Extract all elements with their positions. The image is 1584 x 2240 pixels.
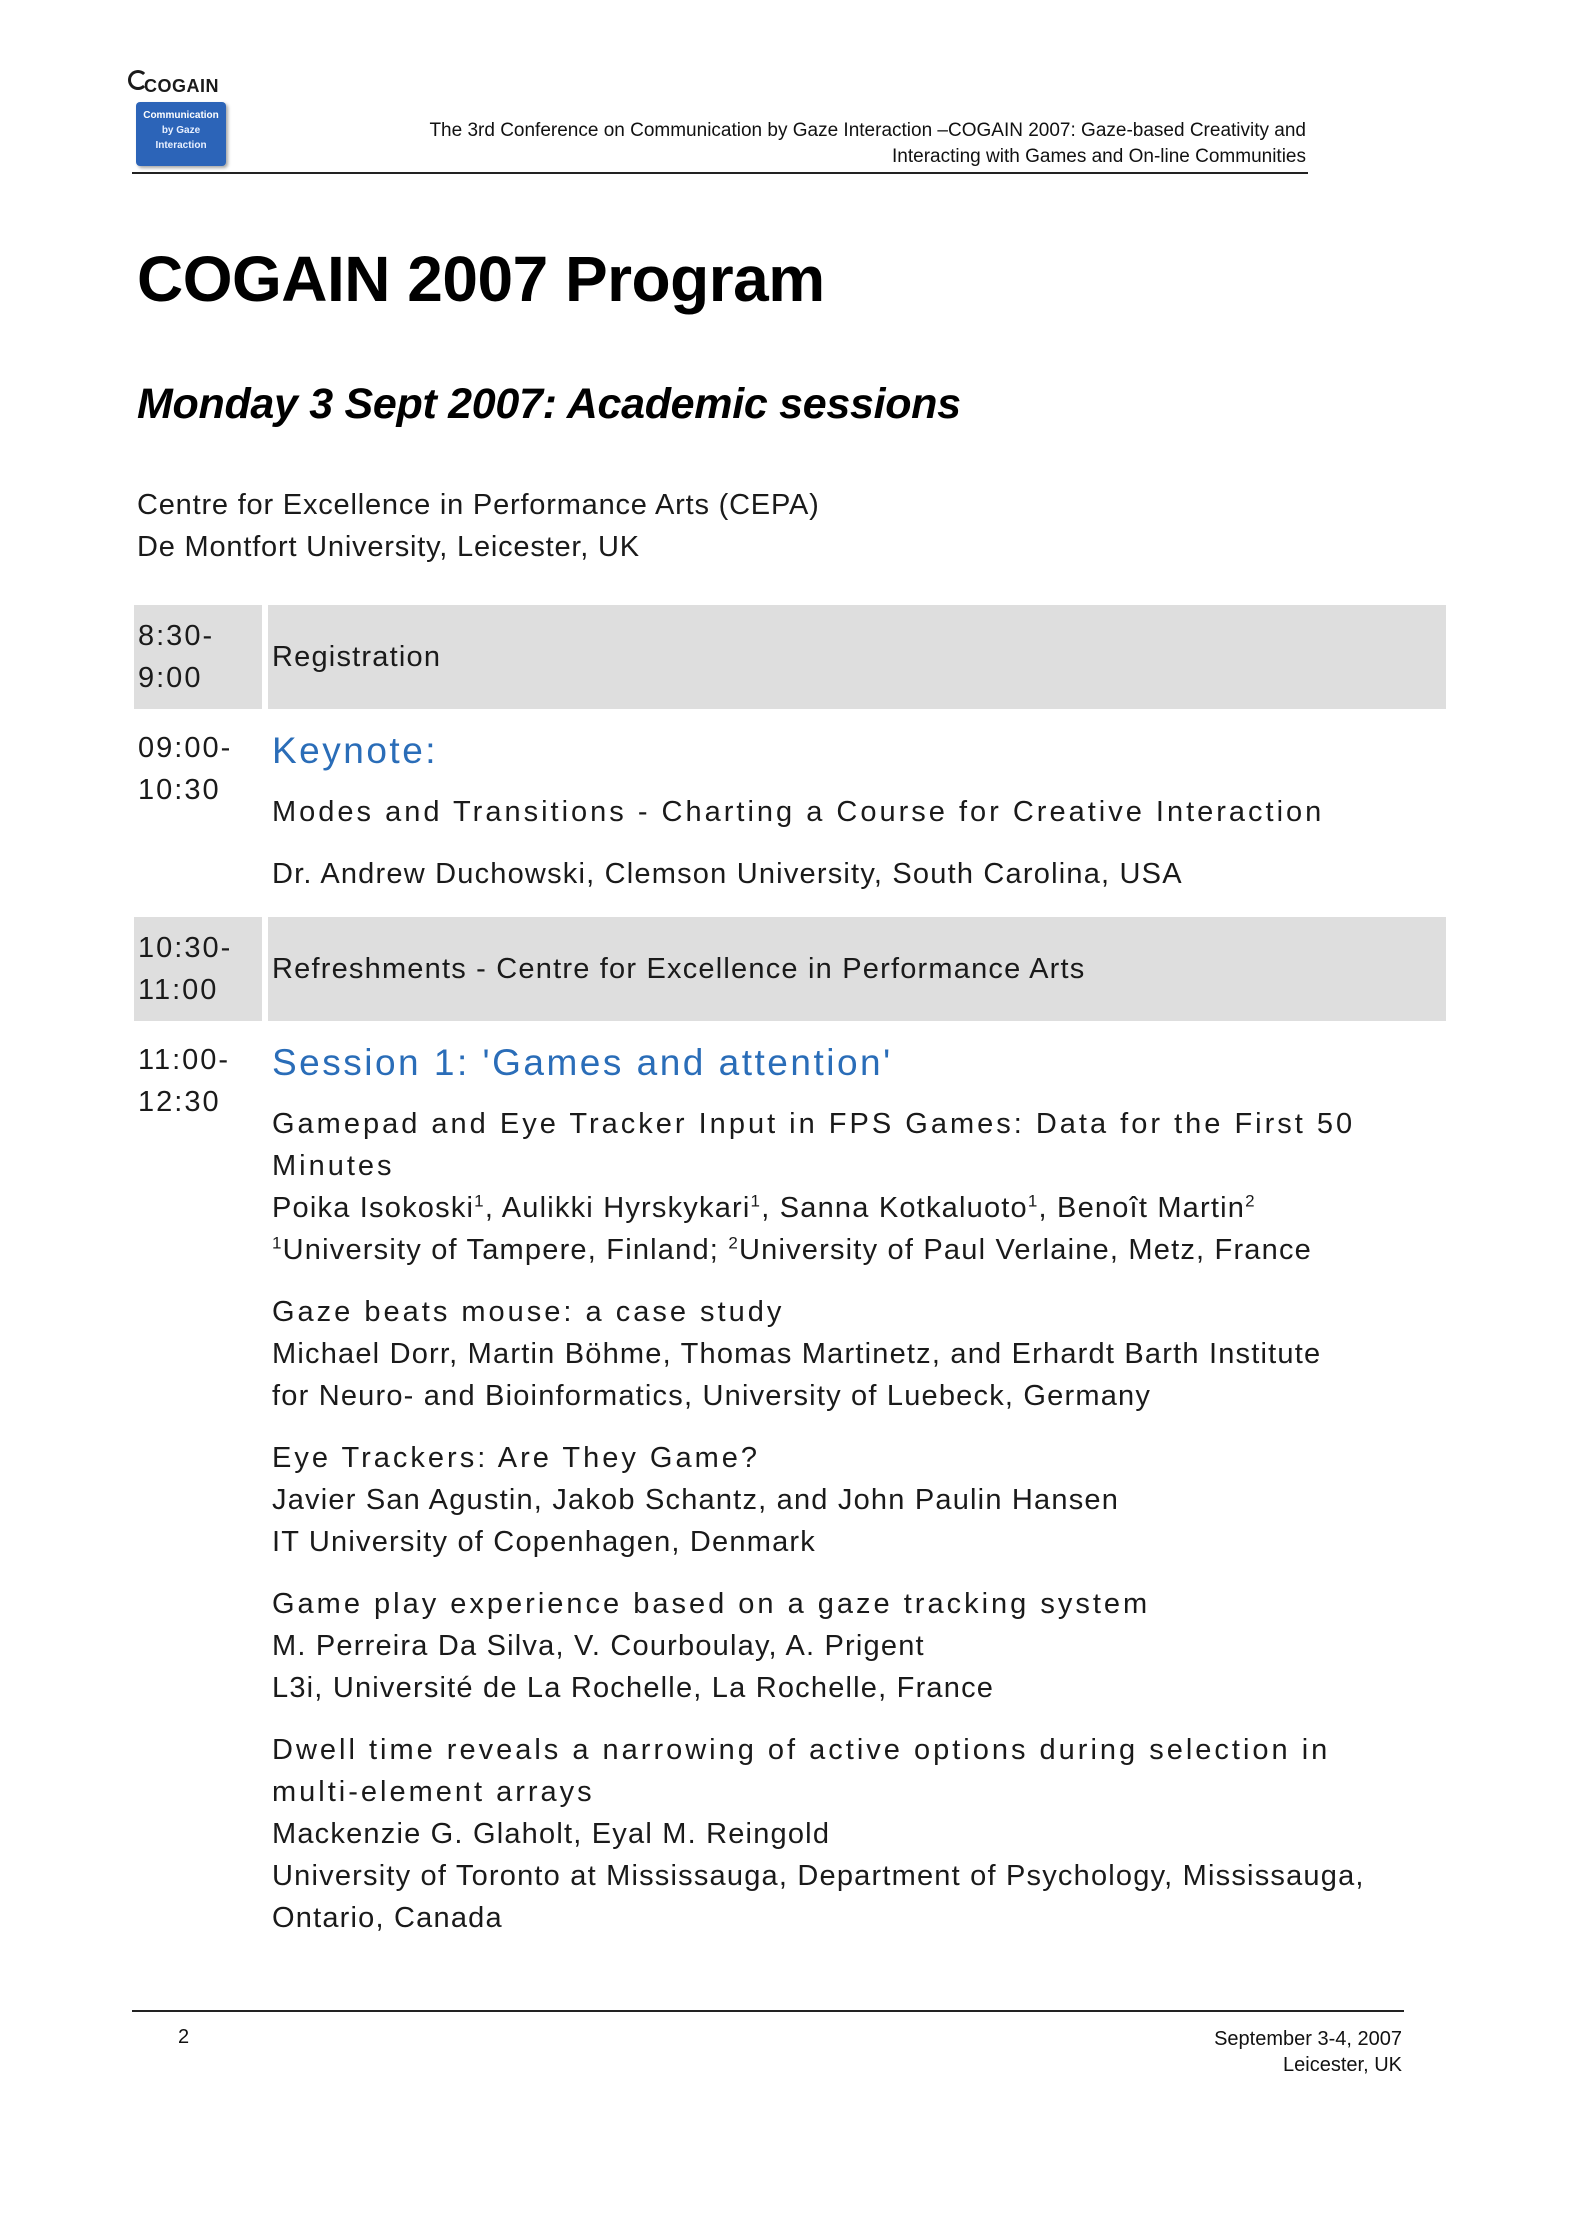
running-head-line-2: Interacting with Games and On-line Communities <box>892 146 1306 167</box>
page-number: 2 <box>178 2026 190 2048</box>
cogain-logo <box>132 74 228 170</box>
venue <box>137 484 820 568</box>
talk-item <box>272 1103 1446 1271</box>
footer-place: Leicester, UK <box>1283 2054 1402 2076</box>
time-end: 10:30 <box>138 774 221 806</box>
running-head <box>306 118 1306 170</box>
logo-line-1: Communication <box>143 110 219 121</box>
event-label: Registration <box>272 641 442 673</box>
schedule-row-registration <box>134 605 1446 709</box>
time-start: 09:00- <box>138 732 233 764</box>
time-cell <box>134 917 262 1021</box>
schedule-row-keynote <box>134 717 1446 909</box>
header-divider <box>132 172 1308 174</box>
page-title: COGAIN 2007 Program <box>137 243 825 315</box>
logo-badge <box>136 102 226 166</box>
event-cell <box>268 717 1446 909</box>
talk-authors: Michael Dorr, Martin Böhme, Thomas Martinetz, and Erhardt Barth Institute <box>272 1338 1322 1370</box>
talk-affiliation: for Neuro- and Bioinformatics, University of Luebeck, Germany <box>272 1380 1152 1412</box>
event-cell <box>268 1029 1446 1969</box>
keynote-title: Modes and Transitions - Charting a Course for Creative Interaction <box>272 796 1325 828</box>
talk-affiliation: $^1$University of Tampere, Finland; $^2$University of Paul Verlaine, Metz, France <box>272 1233 1312 1266</box>
page-subtitle: Monday 3 Sept 2007: Academic sessions <box>137 380 961 428</box>
talk-title: Gamepad and Eye Tracker Input in FPS Games: Data for the First 50 <box>272 1108 1356 1140</box>
talk-authors: Javier San Agustin, Jakob Schantz, and John Paulin Hansen <box>272 1484 1120 1516</box>
time-cell <box>134 1029 262 1969</box>
running-head-line-1: The 3rd Conference on Communication by Gaze Interaction –COGAIN 2007: Gaze-based Creativity and <box>429 120 1306 141</box>
footer-date: September 3-4, 2007 <box>1214 2028 1402 2050</box>
event-cell <box>268 917 1446 1021</box>
keynote-speaker: Dr. Andrew Duchowski, Clemson University, South Carolina, USA <box>272 858 1183 890</box>
time-start: 8:30- <box>138 620 215 652</box>
keynote-heading: Keynote: <box>272 730 439 771</box>
schedule-row-session1 <box>134 1029 1446 1969</box>
session-heading: Session 1: 'Games and attention' <box>272 1042 893 1083</box>
time-end: 9:00 <box>138 662 203 694</box>
talk-affiliation: IT University of Copenhagen, Denmark <box>272 1526 816 1558</box>
talk-affiliation-cont: Ontario, Canada <box>272 1902 503 1934</box>
venue-line-2: De Montfort University, Leicester, UK <box>137 531 640 563</box>
logo-wordmark <box>132 74 228 100</box>
talk-item <box>272 1729 1446 1939</box>
event-cell <box>268 605 1446 709</box>
talk-item <box>272 1291 1446 1417</box>
footer-info <box>1214 2026 1402 2078</box>
schedule-table <box>134 605 1446 1969</box>
talk-affiliation: University of Toronto at Mississauga, Department of Psychology, Mississauga, <box>272 1860 1365 1892</box>
talk-title: Eye Trackers: Are They Game? <box>272 1442 761 1474</box>
time-cell <box>134 717 262 909</box>
talk-authors: M. Perreira Da Silva, V. Courboulay, A. Prigent <box>272 1630 925 1662</box>
talk-title: Game play experience based on a gaze tracking system <box>272 1588 1151 1620</box>
talk-item <box>272 1583 1446 1709</box>
time-start: 11:00- <box>138 1044 231 1076</box>
talk-affiliation: L3i, Université de La Rochelle, La Rochelle, France <box>272 1672 995 1704</box>
time-end: 12:30 <box>138 1086 221 1118</box>
talk-title: Dwell time reveals a narrowing of active options during selection in <box>272 1734 1331 1766</box>
venue-line-1: Centre for Excellence in Performance Arts (CEPA) <box>137 489 820 521</box>
schedule-row-refreshments <box>134 917 1446 1021</box>
logo-line-3: Interaction <box>155 140 207 151</box>
talk-item <box>272 1437 1446 1563</box>
time-end: 11:00 <box>138 974 219 1006</box>
talk-authors: Poika Isokoski$^1$, Aulikki Hyrskykari$^1$, Sanna Kotkaluoto$^1$, Benoît Martin$^2$ <box>272 1191 1256 1224</box>
time-cell <box>134 605 262 709</box>
time-start: 10:30- <box>138 932 233 964</box>
event-label: Refreshments - Centre for Excellence in Performance Arts <box>272 953 1086 985</box>
footer-divider <box>132 2010 1404 2012</box>
logo-top-word: COGAIN <box>144 76 219 96</box>
logo-line-2: by Gaze <box>161 125 201 136</box>
talk-authors: Mackenzie G. Glaholt, Eyal M. Reingold <box>272 1818 831 1850</box>
talk-title: Gaze beats mouse: a case study <box>272 1296 785 1328</box>
talk-title-cont: multi-element arrays <box>272 1776 595 1808</box>
talk-title-cont: Minutes <box>272 1150 395 1182</box>
